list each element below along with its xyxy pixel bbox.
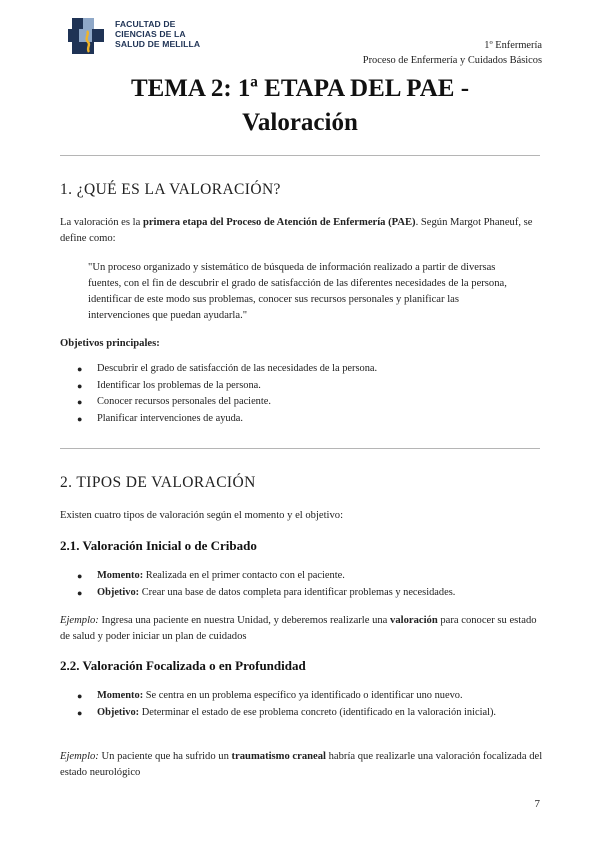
list-item: ● Identificar los problemas de la persona. [60, 378, 530, 395]
course-header [363, 38, 542, 68]
sub2-example: Ejemplo: Un paciente que ha sufrido un traumatismo craneal habría que realizarle una valoración focalizada del estado neurológico [60, 751, 543, 778]
faculty-name: FACULTAD DE CIENCIAS DE LA SALUD DE MELILLA [115, 19, 201, 49]
subsection-heading-2-1: 2.1. Valoración Inicial o de Cribado [60, 538, 257, 553]
bullet-icon: ● [77, 397, 83, 407]
list-item: ● Momento: Realizada en el primer contacto con el paciente. [60, 568, 530, 585]
course-year: 1º Enfermería [484, 40, 542, 51]
divider [60, 155, 540, 156]
subsection-heading-2-2: 2.2. Valoración Focalizada o en Profundidad [60, 658, 306, 673]
objectives-list [60, 361, 530, 427]
objectives-label: Objetivos principales: [60, 338, 160, 349]
sub1-example: Ejemplo: Ingresa una paciente en nuestra Unidad, y deberemos realizarle una valoración para conocer su estado de salud y poder iniciar un plan de cuidados [60, 615, 537, 642]
list-item: ● Objetivo: Crear una base de datos completa para identificar problemas y necesidades. [60, 585, 530, 602]
section-heading-2: 2. TIPOS DE VALORACIÓN [60, 474, 256, 491]
bullet-icon: ● [77, 571, 83, 581]
page-title: TEMA 2: 1ª ETAPA DEL PAE - Valoración [130, 75, 470, 136]
definition-quote: "Un proceso organizado y sistemático de búsqueda de información realizado a partir de diversas fuentes, con el fin de descubrir el grado de satisfacción de las diferentes necesidades de la persona, identificar de este modo sus problemas, conocer sus recursos personales y planificar las intervenciones que puedan ayudarla." [88, 262, 507, 321]
section1-intro: La valoración es la primera etapa del Proceso de Atención de Enfermería (PAE). Según Margot Phaneuf, se define como: [60, 217, 533, 244]
sub2-list [60, 688, 530, 721]
list-item: ● Objetivo: Determinar el estado de ese problema concreto (identificado en la valoración inicial). [60, 705, 530, 722]
bullet-icon: ● [77, 380, 83, 391]
bullet-icon: ● [77, 587, 83, 598]
sub1-list [60, 568, 530, 601]
list-item: ● Momento: Se centra en un problema específico ya identificado o identificar uno nuevo. [60, 688, 530, 705]
bullet-icon: ● [77, 364, 83, 374]
faculty-logo [68, 18, 201, 56]
list-item: ● Descubrir el grado de satisfacción de las necesidades de la persona. [60, 361, 530, 378]
list-item: ● Planificar intervenciones de ayuda. [60, 411, 530, 428]
bullet-icon: ● [77, 707, 83, 718]
list-item: ● Conocer recursos personales del paciente. [60, 394, 530, 411]
section2-intro: Existen cuatro tipos de valoración según el momento y el objetivo: [60, 510, 344, 521]
bullet-icon: ● [77, 413, 83, 424]
divider [60, 448, 540, 449]
section-heading-1: 1. ¿QUÉ ES LA VALORACIÓN? [60, 181, 281, 198]
course-name: Proceso de Enfermería y Cuidados Básicos [362, 55, 542, 66]
page-number: 7 [534, 798, 540, 810]
faculty-emblem-icon [68, 18, 110, 56]
bullet-icon: ● [77, 691, 83, 701]
